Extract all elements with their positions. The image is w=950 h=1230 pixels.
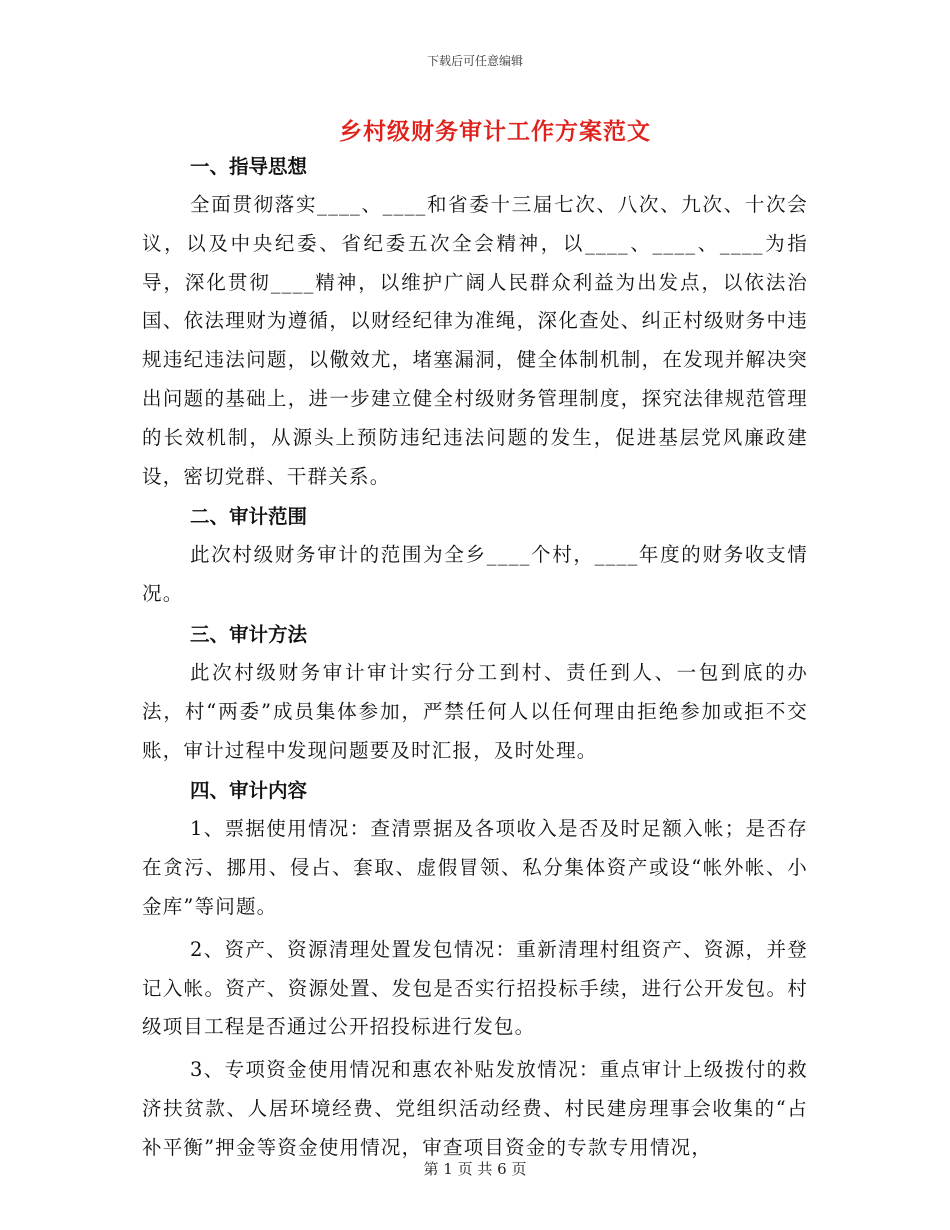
page-number: 第 1 页 共 6 页 [423,1160,527,1178]
document-body [142,148,808,1168]
page-header-note: 下载后可任意编辑 [426,54,523,68]
section-audit-method [142,616,808,770]
section-paragraph: 3、专项资金使用情况和惠农补贴发放情况：重点审计上级拨付的救济扶贫款、人居环境经费、党组织活动经费、村民建房理事会收集的“占补平衡”押金等资金使用情况，审查项目资金的专款专用情况， [142,1058,808,1159]
section-paragraph: 此次村级财务审计审计实行分工到村、责任到人、一包到底的办法，村“两委”成员集体参加，严禁任何人以任何理由拒绝参加或拒不交账，审计过程中发现问题要及时汇报，及时处理。 [142,660,808,762]
section-audit-content [142,772,808,1167]
section-heading: 二、审计范围 [190,505,308,529]
section-paragraph: 此次村级财务审计的范围为全乡____个村，____年度的财务收支情况。 [142,543,808,606]
section-guiding-ideology [142,148,808,496]
section-paragraph: 1、票据使用情况：查清票据及各项收入是否及时足额入帐；是否存在贪污、挪用、侵占、套取、虚假冒领、私分集体资产或设“帐外帐、小金库”等问题。 [142,817,808,918]
section-heading: 四、审计内容 [190,779,308,803]
section-paragraph: 全面贯彻落实____、____和省委十三届七次、八次、九次、十次会议，以及中央纪委、省纪委五次全会精神，以____、____、____为指导，深化贯彻____精神，以维护广阔人民群众利益为出发点，以依法治国、依法理财为遵循，以财经纪律为准绳，深化查处、纠正村级财务中违规违纪违法问题，以儆效尤，堵塞漏洞，健全体制机制，在发现并解决突出问题的基础上，进一步建立健全村级财务管理制度，探究法律规范管理的长效机制，从源头上预防违纪违法问题的发生，促进基层党风廉政建设，密切党群、干群关系。 [142,193,808,488]
section-audit-scope [142,498,808,614]
section-heading: 一、指导思想 [190,155,308,178]
document-title: 乡村级财务审计工作方案范文 [339,118,651,145]
section-paragraph: 2、资产、资源清理处置发包情况：重新清理村组资产、资源，并登记入帐。资产、资源处置、发包是否实行招投标手续，进行公开发包。村级项目工程是否通过公开招投标进行发包。 [142,937,808,1039]
section-heading: 三、审计方法 [190,622,308,646]
